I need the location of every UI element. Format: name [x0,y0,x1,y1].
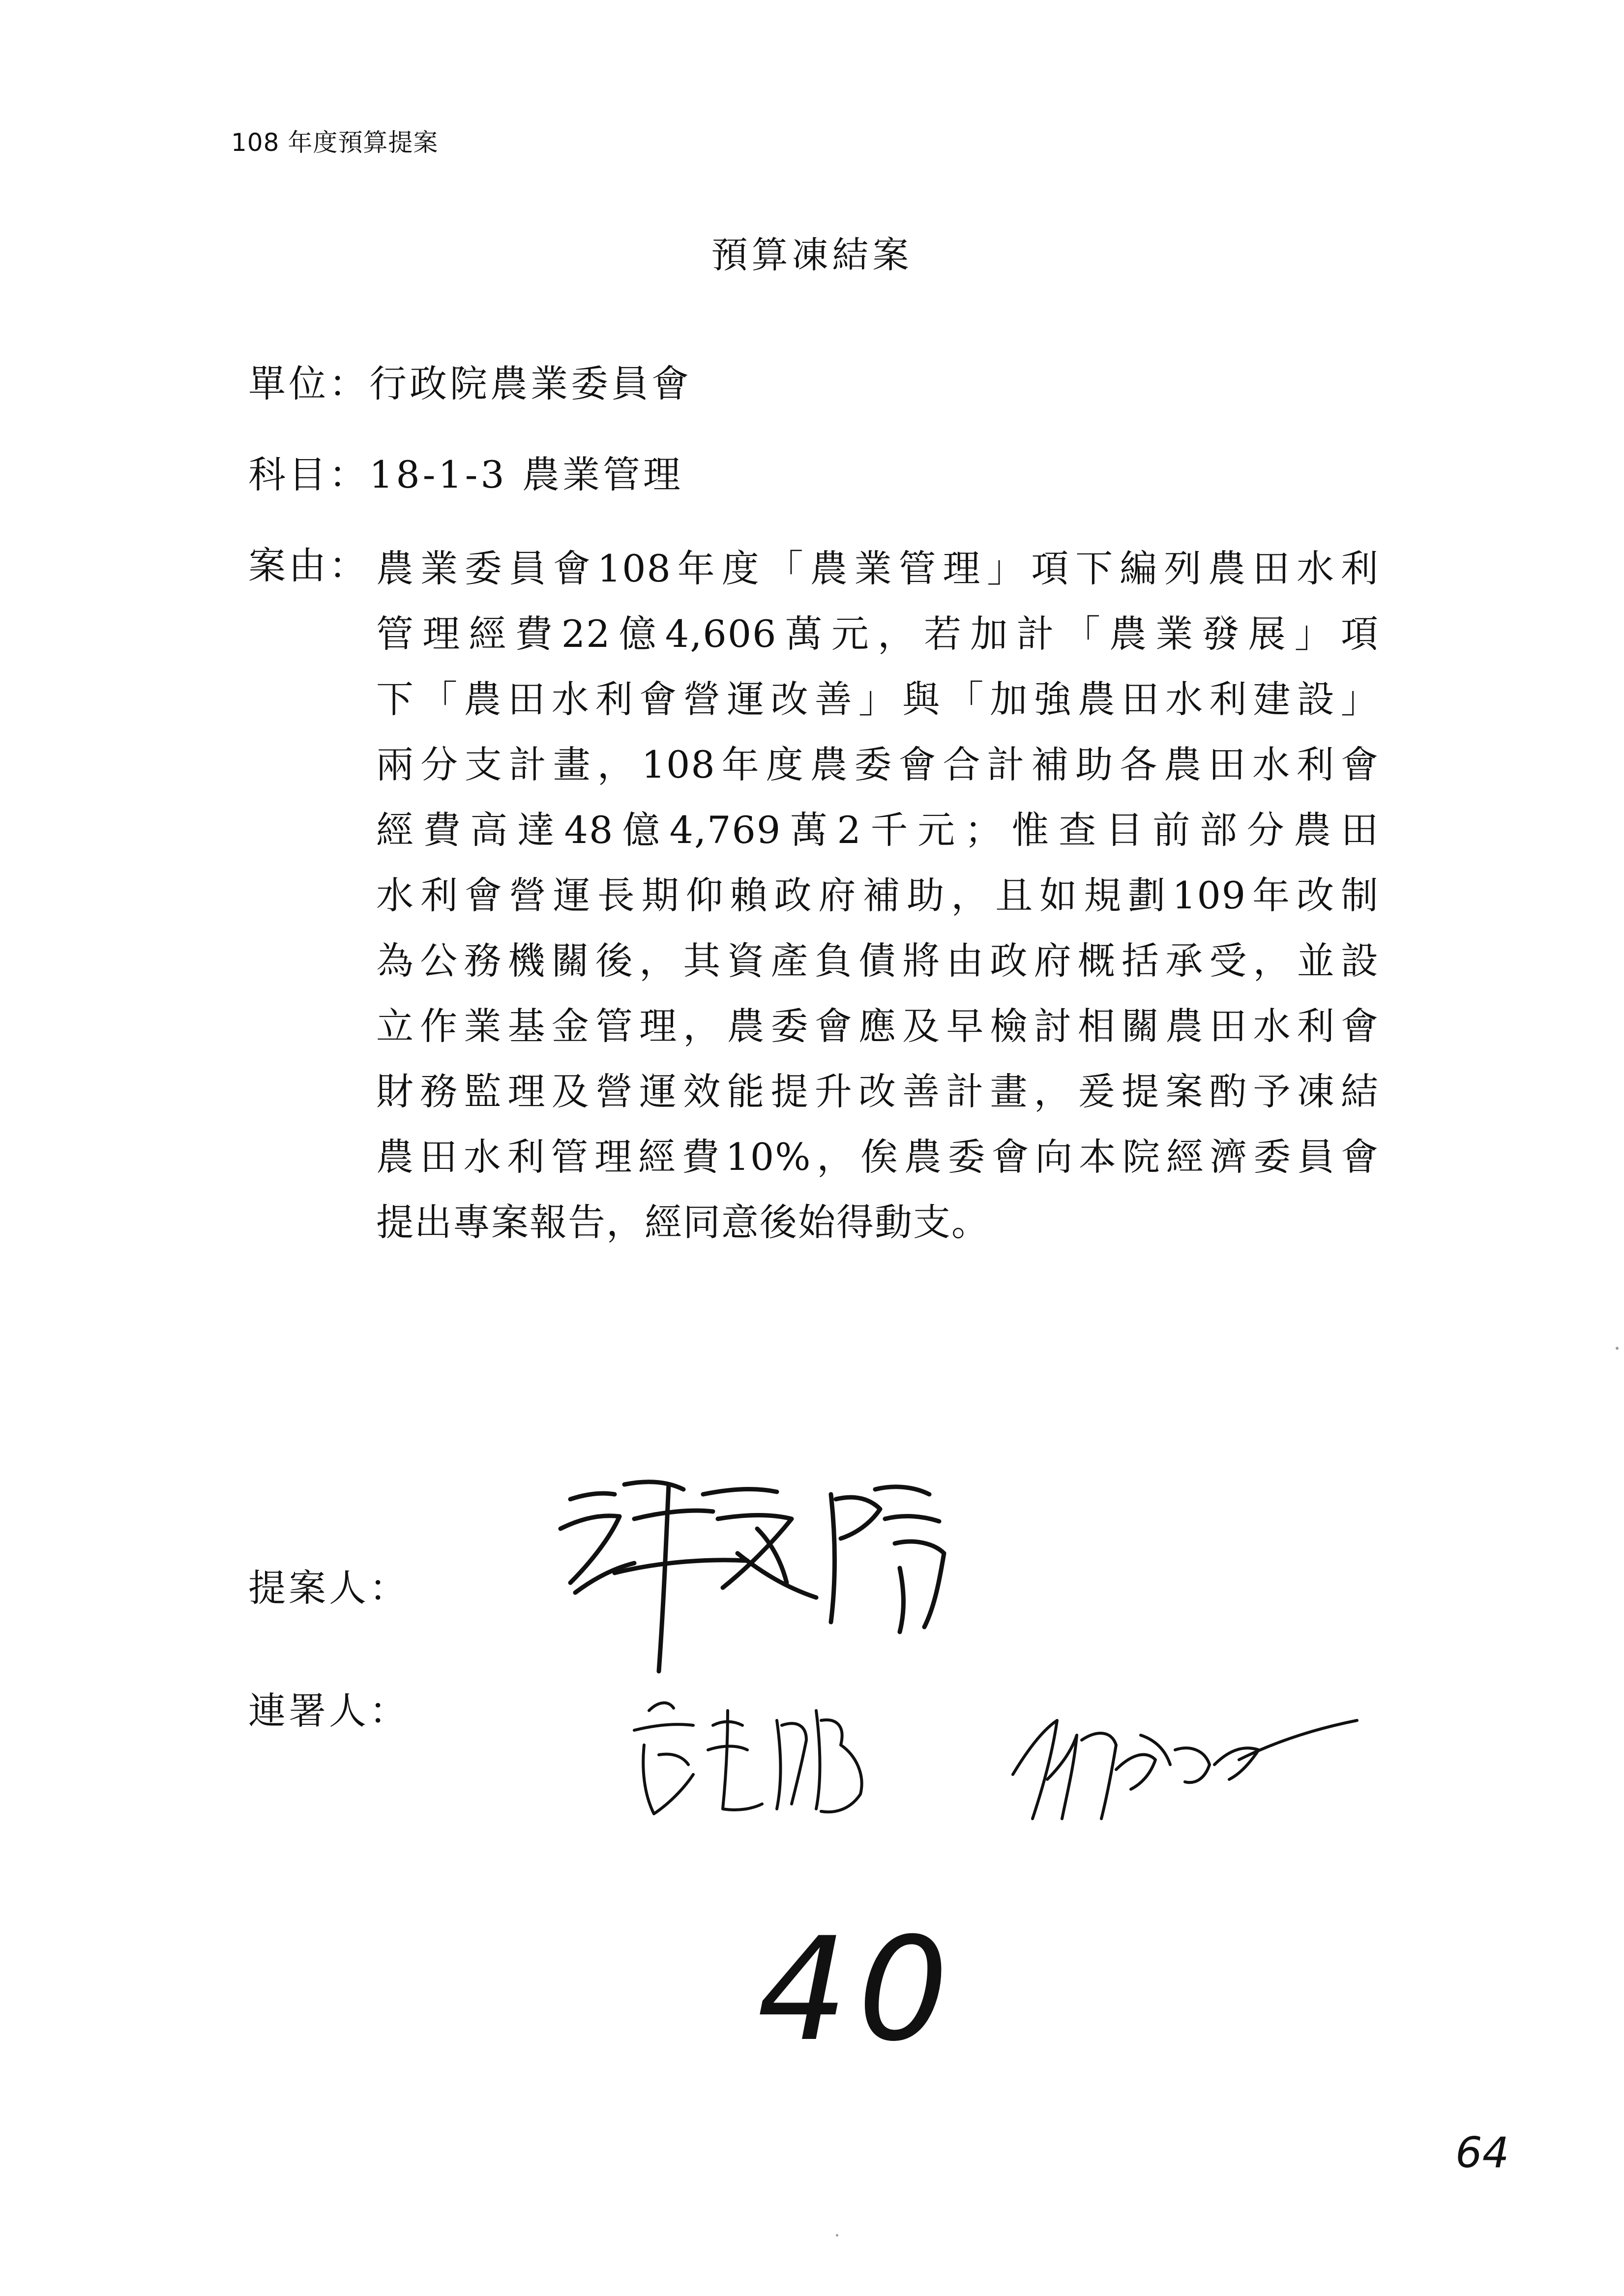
scan-speck [836,2234,838,2237]
subject-value: 18-1-3 農業管理 [369,453,683,496]
reason-body [376,536,1379,1255]
scan-speck [1616,1347,1619,1350]
reason-line: 兩分支計畫，108年度農委會合計補助各農田水利會 [376,743,1379,786]
reason-line: 立作業基金管理，農委會應及早檢討相關農田水利會 [376,1004,1379,1048]
handwritten-number: 40 [757,1907,959,2073]
subject-label: 科目： [248,453,369,496]
proposer-label: 提案人： [248,1566,410,1610]
reason-line: 經費高達48億4,769萬2千元；惟查目前部分農田 [376,808,1379,852]
unit-value: 行政院農業委員會 [369,362,692,406]
header-note: 108 年度預算提案 [231,128,439,157]
cosigner-signature-1-image [624,1691,880,1829]
reason-line: 農田水利管理經費10%，俟農委會向本院經濟委員會 [376,1135,1379,1179]
document-title: 預算凍結案 [711,234,913,276]
reason-line: 為公務機關後，其資產負債將由政府概括承受，並設 [376,939,1379,983]
reason-line: 下「農田水利會營運改善」與「加強農田水利建設」 [376,677,1379,721]
reason-line: 財務監理及營運效能提升改善計畫，爰提案酌予凍結 [376,1070,1379,1113]
proposer-signature-image [541,1465,964,1691]
unit-label: 單位： [248,362,369,406]
subject-field [248,445,683,498]
reason-line: 管理經費22億4,606萬元，若加計「農業發展」項 [376,612,1379,656]
cosigner-signature-2-image [993,1691,1377,1838]
reason-line: 水利會營運長期仰賴政府補助，且如規劃109年改制 [376,873,1379,917]
reason-line: 農業委員會108年度「農業管理」項下編列農田水利 [376,547,1379,590]
unit-field [248,354,692,407]
page-number: 64 [1455,2128,1509,2178]
reason-label: 案由： [248,544,369,587]
cosigner-label: 連署人： [248,1689,410,1733]
reason-line: 提出專案報告，經同意後始得動支。 [376,1200,990,1244]
